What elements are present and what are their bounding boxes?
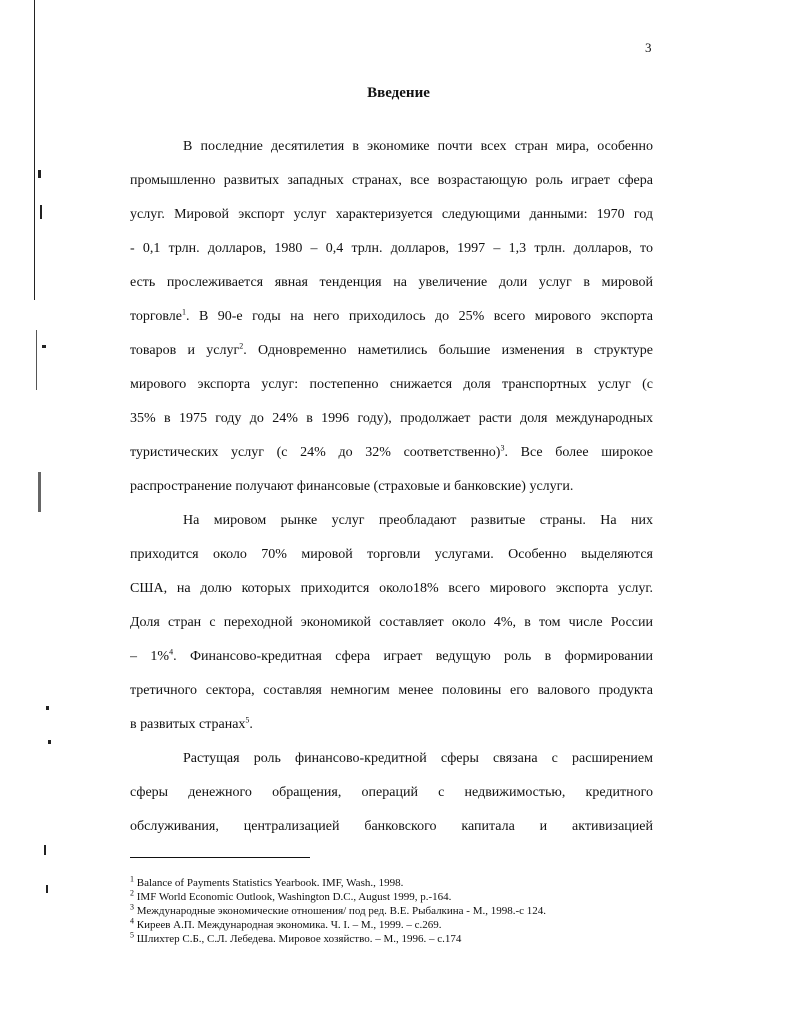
footnote <box>130 918 670 932</box>
scan-speck <box>46 885 48 893</box>
footnote-ref: 5 <box>245 715 250 725</box>
text-line <box>130 273 653 293</box>
text-line <box>130 579 653 599</box>
footnote <box>130 904 670 918</box>
page-title: Введение <box>367 85 430 101</box>
text-span: мирового экспорта услуг: постепенно снижается доля транспортных услуг (с <box>130 377 653 392</box>
text-line <box>130 171 653 191</box>
text-line <box>130 783 653 803</box>
footnote-ref: 4 <box>169 647 174 657</box>
text-line <box>130 375 653 395</box>
scan-speck <box>46 706 49 710</box>
footnote-number: 2 <box>130 888 134 898</box>
scan-speck <box>44 845 46 855</box>
text-span: . Все более широкое <box>504 445 653 460</box>
scan-speck <box>42 345 46 348</box>
footnote-separator <box>130 857 310 858</box>
text-span: промышленно развитых западных странах, все возрастающую роль играет сфера <box>130 173 653 188</box>
text-line <box>130 409 653 429</box>
text-span: На мировом рынке услуг преобладают развитые страны. На них <box>183 513 653 528</box>
footnote-text: Шлихтер С.Б., С.Л. Лебедева. Мировое хозяйство. – М., 1996. – с.174 <box>134 933 462 945</box>
text-line <box>130 477 653 497</box>
text-span: – 1% <box>130 649 170 664</box>
text-span: . <box>249 717 253 732</box>
scan-speck <box>38 472 41 512</box>
text-line <box>130 715 653 735</box>
scan-edge-line <box>34 0 35 300</box>
footnote-number: 1 <box>130 874 134 884</box>
text-line <box>183 749 653 769</box>
text-span: . Одновременно наметились большие изменения в структуре <box>243 343 653 358</box>
text-span: обслуживания, централизацией банковского капитала и активизацией <box>130 819 653 834</box>
text-span: Растущая роль финансово-кредитной сферы связана с расширением <box>183 751 653 766</box>
text-span: Доля стран с переходной экономикой составляет около 4%, в том числе России <box>130 615 653 630</box>
footnote-ref: 3 <box>500 443 505 453</box>
text-line <box>130 647 653 667</box>
text-span: распространение получают финансовые (страховые и банковские) услуги. <box>130 479 574 494</box>
text-line <box>130 817 653 837</box>
text-line <box>130 205 653 225</box>
text-span: туристических услуг (с 24% до 32% соответственно) <box>130 445 501 460</box>
footnote-number: 3 <box>130 902 134 912</box>
scan-speck <box>48 740 51 744</box>
text-span: В последние десятилетия в экономике почти всех стран мира, особенно <box>183 139 653 154</box>
footnote-number: 5 <box>130 930 134 940</box>
text-span: сферы денежного обращения, операций с недвижимостью, кредитного <box>130 785 653 800</box>
text-line <box>130 545 653 565</box>
footnote-text: Киреев А.П. Международная экономика. Ч. I. – М., 1999. – с.269. <box>134 919 442 931</box>
text-span: . В 90-е годы на него приходилось до 25% всего мирового экспорта <box>185 309 653 324</box>
text-span: - 0,1 трлн. долларов, 1980 – 0,4 трлн. долларов, 1997 – 1,3 трлн. долларов, то <box>130 241 653 256</box>
text-line <box>130 341 653 361</box>
footnote-text: Balance of Payments Statistics Yearbook. IMF, Wash., 1998. <box>134 877 404 889</box>
footnote-text: Международные экономические отношения/ под ред. В.Е. Рыбалкина - М., 1998.-с 124. <box>134 905 547 917</box>
footnote <box>130 932 670 946</box>
text-span: 35% в 1975 году до 24% в 1996 году), продолжает расти доля международных <box>130 411 653 426</box>
footnote <box>130 876 670 890</box>
text-span: в развитых странах <box>130 717 246 732</box>
footnote <box>130 890 670 904</box>
text-line <box>183 137 653 157</box>
text-line <box>130 613 653 633</box>
page-number: 3 <box>645 40 652 55</box>
text-span: услуг. Мировой экспорт услуг характеризуется следующими данными: 1970 год <box>130 207 653 222</box>
scan-speck <box>38 170 41 178</box>
text-span: торговле <box>130 309 182 324</box>
text-span: приходится около 70% мировой торговли услугами. Особенно выделяются <box>130 547 653 562</box>
footnote-ref: 1 <box>181 307 186 317</box>
footnote-ref: 2 <box>239 341 244 351</box>
text-span: есть прослеживается явная тенденция на увеличение доли услуг в мировой <box>130 275 653 290</box>
text-line <box>130 239 653 259</box>
footnote-text: IMF World Economic Outlook, Washington D.C., August 1999, p.-164. <box>134 891 452 903</box>
text-line <box>183 511 653 531</box>
footnote-number: 4 <box>130 916 134 926</box>
text-line <box>130 681 653 701</box>
text-span: США, на долю которых приходится около18% всего мирового экспорта услуг. <box>130 581 653 596</box>
text-line <box>130 307 653 327</box>
text-span: . Финансово-кредитная сфера играет ведущую роль в формировании <box>173 649 653 664</box>
scan-speck <box>40 205 42 219</box>
scan-edge-line <box>36 330 37 390</box>
text-span: товаров и услуг <box>130 343 240 358</box>
text-span: третичного сектора, составляя немногим менее половины его валового продукта <box>130 683 653 698</box>
text-line <box>130 443 653 463</box>
